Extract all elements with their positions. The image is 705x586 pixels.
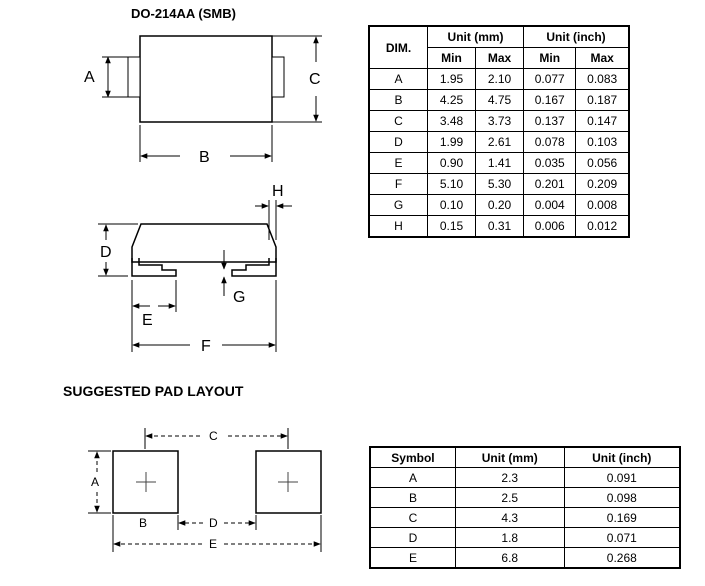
cell-mm: 1.8 [455,528,564,548]
cell-mm-max: 5.30 [476,174,524,195]
header-inch: Unit (inch) [564,447,680,468]
table-row [369,69,629,90]
package-title: DO-214AA (SMB) [131,6,236,21]
cell-mm-min: 5.10 [428,174,476,195]
cell-in-min: 0.035 [524,153,576,174]
cell-inch: 0.268 [564,548,680,569]
cell-mm-min: 3.48 [428,111,476,132]
dim-label-H: H [272,183,284,200]
cell-in-min: 0.137 [524,111,576,132]
cell-dim: C [369,111,428,132]
table-row [370,468,680,488]
cell-symbol: C [370,508,455,528]
cell-inch: 0.169 [564,508,680,528]
cell-mm-max: 2.61 [476,132,524,153]
dim-label-B: B [199,149,210,166]
cell-in-min: 0.004 [524,195,576,216]
cell-symbol: E [370,548,455,569]
cell-inch: 0.071 [564,528,680,548]
cell-symbol: B [370,488,455,508]
cell-mm-max: 2.10 [476,69,524,90]
cell-symbol: A [370,468,455,488]
cell-mm-max: 1.41 [476,153,524,174]
cell-in-max: 0.103 [576,132,629,153]
table-row [369,195,629,216]
pad-table-body [370,468,680,569]
cell-in-min: 0.077 [524,69,576,90]
cell-in-min: 0.006 [524,216,576,238]
cell-mm-min: 0.10 [428,195,476,216]
dim-label-D: D [100,244,112,261]
header-inch-max: Max [576,48,629,69]
cell-in-max: 0.187 [576,90,629,111]
dimension-table [368,25,630,238]
cell-dim: E [369,153,428,174]
cell-inch: 0.091 [564,468,680,488]
dim-label-F: F [201,338,211,355]
cell-mm-min: 0.90 [428,153,476,174]
cell-in-min: 0.167 [524,90,576,111]
cell-in-max: 0.083 [576,69,629,90]
cell-in-max: 0.209 [576,174,629,195]
table-row [369,174,629,195]
package-lead-left [128,57,140,97]
header-mm: Unit (mm) [455,447,564,468]
cell-dim: B [369,90,428,111]
cell-in-max: 0.056 [576,153,629,174]
package-side-body [132,224,276,262]
dim-label-C: C [309,71,321,88]
table-row [370,548,680,569]
cell-in-max: 0.008 [576,195,629,216]
cell-mm-max: 4.75 [476,90,524,111]
table-row [369,132,629,153]
table-row [369,90,629,111]
header-inch: Unit (inch) [524,26,629,48]
cell-inch: 0.098 [564,488,680,508]
dim-label-G: G [233,289,246,306]
cell-dim: D [369,132,428,153]
header-dim: DIM. [369,26,428,69]
cell-dim: G [369,195,428,216]
cell-mm-min: 1.99 [428,132,476,153]
package-lead-right [272,57,284,97]
cell-symbol: D [370,528,455,548]
table-row [369,216,629,238]
cell-dim: F [369,174,428,195]
cell-mm: 6.8 [455,548,564,569]
cell-mm: 2.3 [455,468,564,488]
cell-mm-max: 0.20 [476,195,524,216]
cell-dim: H [369,216,428,238]
pad-label-A: A [91,475,100,489]
dimension-table-body [369,69,629,238]
cell-in-max: 0.147 [576,111,629,132]
table-row [370,488,680,508]
cell-mm-min: 0.15 [428,216,476,238]
table-row [369,111,629,132]
pad-label-E: E [209,537,218,551]
dim-label-E: E [142,312,153,329]
pad-label-D: D [209,516,218,530]
header-symbol: Symbol [370,447,455,468]
header-mm-min: Min [428,48,476,69]
cell-in-min: 0.201 [524,174,576,195]
pad-table [369,446,681,569]
cell-mm-max: 3.73 [476,111,524,132]
package-top-body [140,36,272,122]
header-inch-min: Min [524,48,576,69]
cell-mm: 4.3 [455,508,564,528]
cell-in-max: 0.012 [576,216,629,238]
cell-mm-min: 4.25 [428,90,476,111]
cell-mm-min: 1.95 [428,69,476,90]
cell-in-min: 0.078 [524,132,576,153]
pad-label-C: C [209,429,218,443]
table-row [370,508,680,528]
cell-mm-max: 0.31 [476,216,524,238]
header-mm: Unit (mm) [428,26,524,48]
dim-label-A: A [84,69,95,86]
pad-layout-title: SUGGESTED PAD LAYOUT [63,383,244,399]
cell-mm: 2.5 [455,488,564,508]
table-row [369,153,629,174]
cell-dim: A [369,69,428,90]
pad-label-B: B [139,516,148,530]
header-mm-max: Max [476,48,524,69]
table-row [370,528,680,548]
